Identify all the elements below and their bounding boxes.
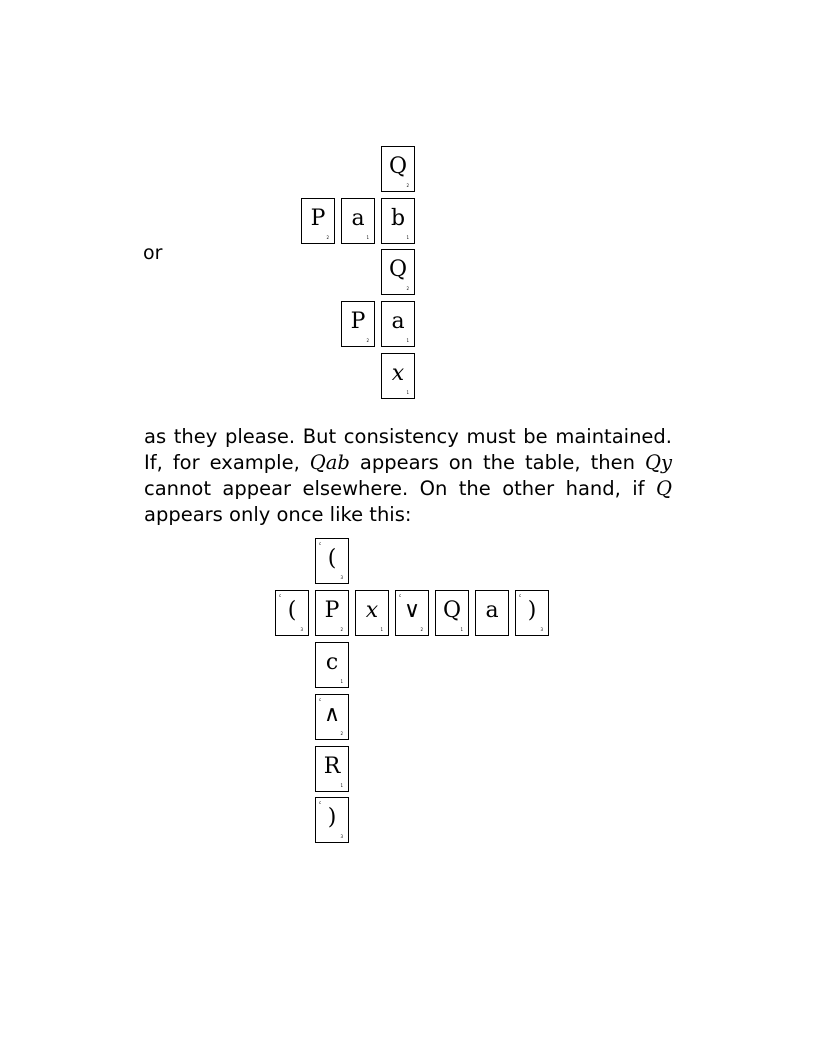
- tile-symbol: Q: [388, 257, 408, 282]
- tile: [315, 694, 349, 740]
- tile-index-mark: 2: [406, 286, 409, 291]
- tile: [475, 590, 509, 636]
- tile-corner-mark: c: [279, 593, 282, 598]
- tile: [435, 590, 469, 636]
- tile-index-mark: 2: [340, 627, 343, 632]
- tile-symbol: x: [365, 598, 379, 623]
- tile-index-mark: 1: [366, 235, 369, 240]
- tile-index-mark: 1: [340, 783, 343, 788]
- tile-symbol: P: [350, 309, 366, 334]
- tile: [301, 198, 335, 244]
- tile-symbol: ): [527, 598, 537, 623]
- tile-index-mark: 1: [380, 627, 383, 632]
- tile-index-mark: 1: [340, 679, 343, 684]
- tile-corner-mark: c: [519, 593, 522, 598]
- tile: [381, 301, 415, 347]
- tile: [315, 746, 349, 792]
- tile-index-mark: 1: [406, 235, 409, 240]
- tile-index-mark: 3: [340, 834, 343, 839]
- tile-index-mark: 2: [326, 235, 329, 240]
- math-term: Qy: [644, 451, 672, 474]
- tile-corner-mark: c: [399, 593, 402, 598]
- tile-symbol: (: [327, 546, 337, 571]
- paragraph-text: appears only once like this:: [144, 503, 412, 526]
- tile: [315, 797, 349, 843]
- tile: [341, 198, 375, 244]
- tile-corner-mark: c: [319, 541, 322, 546]
- tile-symbol: a: [351, 206, 365, 231]
- tile-symbol: P: [324, 598, 340, 623]
- tile: [515, 590, 549, 636]
- tile-symbol: x: [391, 361, 405, 386]
- tile-symbol: Q: [388, 154, 408, 179]
- tile: [355, 590, 389, 636]
- tile-symbol: ∨: [403, 598, 421, 623]
- math-term: Qab: [309, 451, 350, 474]
- tile-index-mark: 2: [366, 338, 369, 343]
- or-label: or: [143, 242, 163, 264]
- tile: [315, 642, 349, 688]
- tile-symbol: ∧: [323, 702, 341, 727]
- tile-index-mark: 1: [460, 627, 463, 632]
- body-paragraph: [144, 424, 672, 528]
- tile: [381, 146, 415, 192]
- tile: [275, 590, 309, 636]
- tile-symbol: b: [390, 206, 406, 231]
- tile-symbol: a: [485, 598, 499, 623]
- tile: [381, 198, 415, 244]
- math-term: Q: [656, 477, 672, 500]
- tile-index-mark: 3: [540, 627, 543, 632]
- tile: [381, 353, 415, 399]
- tile-index-mark: 2: [420, 627, 423, 632]
- tile-symbol: (: [287, 598, 297, 623]
- tile-index-mark: 2: [406, 183, 409, 188]
- tile-symbol: R: [323, 754, 341, 779]
- tile-corner-mark: c: [319, 697, 322, 702]
- tile-symbol: ): [327, 805, 337, 830]
- tile-index-mark: 1: [406, 390, 409, 395]
- paragraph-text: appears on the table, then: [349, 451, 645, 474]
- tile-index-mark: 2: [340, 731, 343, 736]
- tile: [341, 301, 375, 347]
- tile: [395, 590, 429, 636]
- tile-index-mark: 3: [340, 575, 343, 580]
- paragraph-text: cannot appear elsewhere. On the other hand, if: [144, 477, 656, 500]
- tile-corner-mark: c: [319, 800, 322, 805]
- tile-symbol: Q: [442, 598, 462, 623]
- tile-symbol: P: [310, 206, 326, 231]
- paragraph-text: as they please. But consistency must be maintained. If, for example,: [144, 425, 672, 474]
- tile-symbol: c: [325, 650, 339, 675]
- tile: [315, 590, 349, 636]
- tile-index-mark: 1: [406, 338, 409, 343]
- tile-index-mark: 3: [300, 627, 303, 632]
- tile-symbol: a: [391, 309, 405, 334]
- tile: [381, 249, 415, 295]
- tile: [315, 538, 349, 584]
